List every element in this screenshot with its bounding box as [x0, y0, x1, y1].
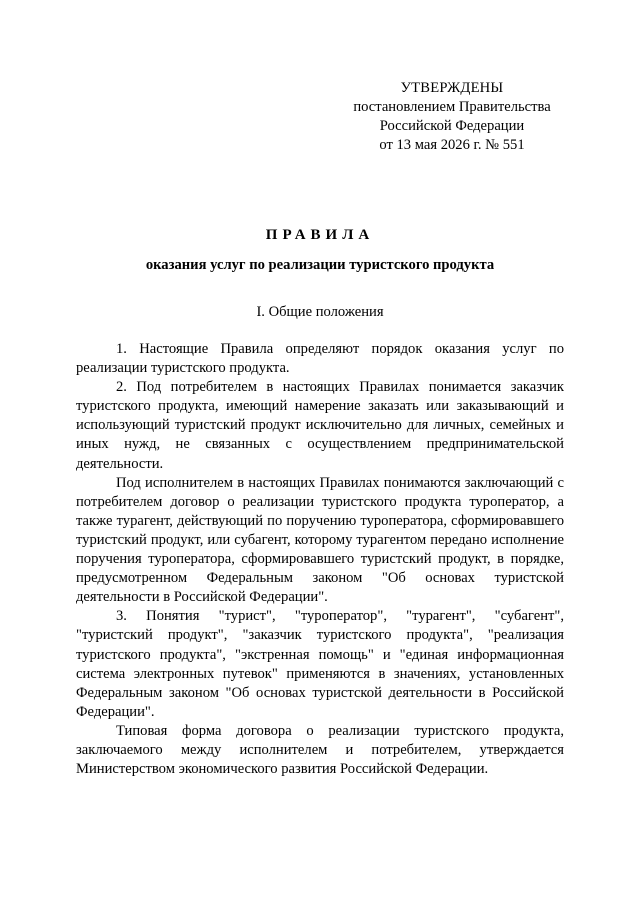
paragraph-1: 1. Настоящие Правила определяют порядок оказания услуг по реализации туристского продукта.	[76, 341, 564, 377]
approval-line-1: постановлением Правительства	[353, 99, 551, 115]
approval-line-3: от 13 мая 2026 г. № 551	[379, 137, 525, 153]
paragraph-2: 2. Под потребителем в настоящих Правилах понимается заказчик туристского продукта, имеющий намерение заказать или заказывающий и использующий туристский продукт исключительно для личных, семейных и иных нужд, не связанных с осуществлением предпринимательской деятельности.	[76, 379, 564, 472]
paragraph-4: 3. Понятия "турист", "туроператор", "турагент", "субагент", "туристский продукт", "заказчик туристского продукта", "реализация туристского продукта", "экстренная помощь" и "единая информационная система электронных путевок" применяются в значениях, установленных Федеральным законом "Об основах туристской деятельности в Российской Федерации".	[76, 608, 564, 720]
approval-title: УТВЕРЖДЕНЫ	[400, 80, 504, 96]
document-title: ПРАВИЛА	[265, 227, 375, 243]
section-heading: I. Общие положения	[256, 304, 384, 320]
paragraph-5: Типовая форма договора о реализации туристского продукта, заключаемого между исполнителем и потребителем, утверждается Министерством экономического развития Российской Федерации.	[76, 722, 564, 778]
approval-line-2: Российской Федерации	[379, 118, 525, 134]
paragraph-3: Под исполнителем в настоящих Правилах понимаются заключающий с потребителем договор о реализации туристского продукта туроператор, а также турагент, действующий по поручению туроператора, сформировавшего туристский продукт, или субагент, которому турагентом передано исполнение поручения туроператора, сформировавшего туристский продукт, в порядке, предусмотренном Федеральным законом "Об основах туристской деятельности в Российской Федерации".	[76, 474, 564, 606]
section-body	[76, 340, 564, 779]
document-subtitle: оказания услуг по реализации туристского продукта	[145, 257, 495, 273]
approval-stamp	[330, 79, 574, 155]
